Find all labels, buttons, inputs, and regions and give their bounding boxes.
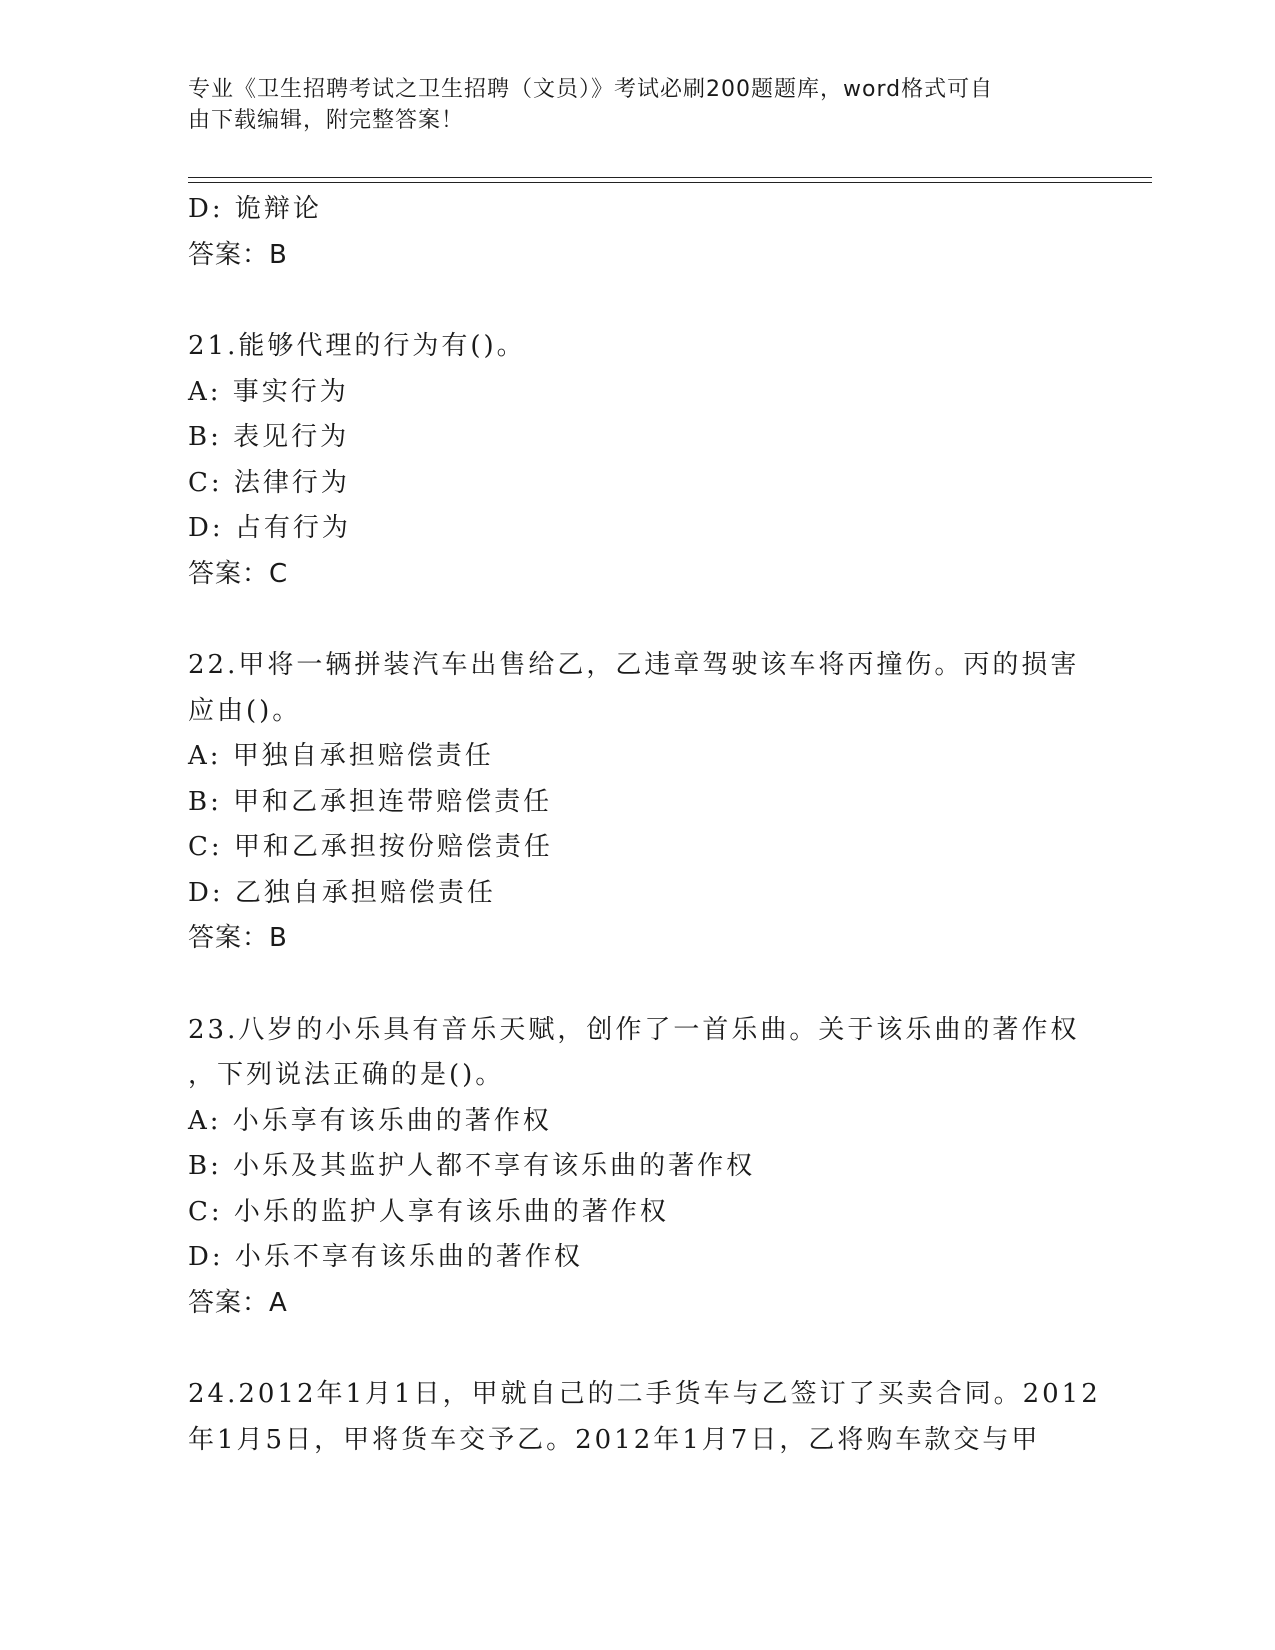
header-line-1: 专业《卫生招聘考试之卫生招聘（文员）》考试必刷200题题库，word格式可自 <box>188 77 994 102</box>
question-stem-line-2: ，下列说法正确的是()。 <box>188 1060 505 1090</box>
header-divider-top <box>188 177 1152 178</box>
option-d: D: 占有行为 <box>188 513 351 543</box>
option-c: C: 甲和乙承担按份赔偿责任 <box>188 832 553 862</box>
option-a: A: 事实行为 <box>188 376 349 407</box>
answer: 答案：B <box>188 239 288 270</box>
spacer <box>188 597 1088 643</box>
option-d: D: 诡辩论 <box>188 194 322 224</box>
header-divider-bottom <box>188 182 1152 183</box>
option-c: C: 法律行为 <box>188 467 350 498</box>
option-d: D: 乙独自承担赔偿责任 <box>188 877 496 908</box>
option-b: B: 小乐及其监护人都不享有该乐曲的著作权 <box>188 1151 756 1181</box>
option-b: B: 甲和乙承担连带赔偿责任 <box>188 786 553 817</box>
option-c: C: 小乐的监护人享有该乐曲的著作权 <box>188 1196 669 1227</box>
document-header <box>188 74 1068 136</box>
question-stem-line-1: 22.甲将一辆拼装汽车出售给乙，乙违章驾驶该车将丙撞伤。丙的损害 <box>188 650 1080 680</box>
question-stem-line-2: 年1月5日，甲将货车交予乙。2012年1月7日，乙将购车款交与甲 <box>188 1424 1041 1455</box>
question-stem-line-1: 24.2012年1月1日，甲就自己的二手货车与乙签订了买卖合同。2012 <box>188 1379 1101 1409</box>
spacer <box>188 962 1088 1008</box>
option-d: D: 小乐不享有该乐曲的著作权 <box>188 1242 583 1272</box>
question-21 <box>188 324 1088 597</box>
answer: 答案：B <box>188 923 288 953</box>
option-a: A: 小乐享有该乐曲的著作权 <box>188 1105 552 1136</box>
question-stem-line-1: 23.八岁的小乐具有音乐天赋，创作了一首乐曲。关于该乐曲的著作权 <box>188 1014 1080 1045</box>
answer: 答案：C <box>188 558 289 589</box>
question-22 <box>188 643 1088 962</box>
document-body <box>188 187 1101 1463</box>
answer: 答案：A <box>188 1287 288 1318</box>
option-b: B: 表见行为 <box>188 422 350 452</box>
spacer <box>188 1326 1088 1372</box>
question-20-tail <box>188 187 1088 278</box>
spacer <box>188 278 1088 324</box>
question-stem: 21.能够代理的行为有()。 <box>188 331 526 361</box>
header-line-2: 由下载编辑，附完整答案！ <box>188 108 465 133</box>
question-24 <box>188 1372 1101 1463</box>
question-stem-line-2: 应由()。 <box>188 695 302 726</box>
question-23 <box>188 1008 1088 1327</box>
option-a: A: 甲独自承担赔偿责任 <box>188 741 494 771</box>
